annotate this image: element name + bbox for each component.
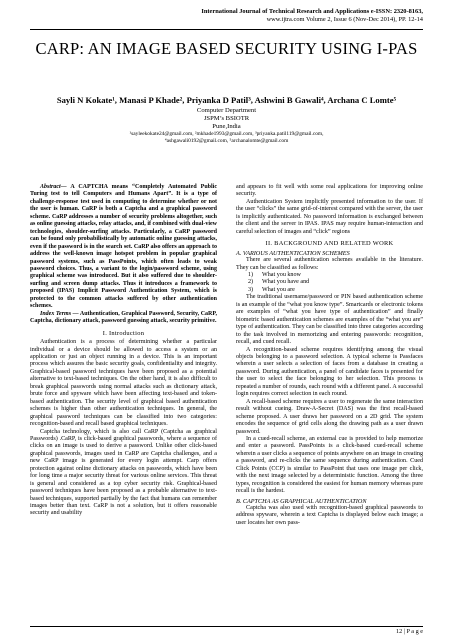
header-rule: [30, 29, 423, 30]
paragraph: Captcha technology, which is also call CaRP (Captcha as graphical Passwords) .CaRP, is click-based graphical passwords, where a sequence of clicks on an image is used to derive a password. Unlike other click-based graphical passwords, images used in CaRP are Captcha challenges, and a new CaRP image is generated for every login attempt. Carp offers protection against online dictionary attacks on passwords, which have been for long time a major security threat for various online services. This threat is general and considered as a top cyber security risk. Graphical-based password techniques have been proposed as a probable alternative to text-based techniques, supported partially by the fact that humans can remember images better than text. CaRP is not a solution, but it offers reasonable security and usability: [30, 428, 217, 517]
paragraph: In a cued-recall scheme, an external cue is provided to help memorize and enter a password. PassPoints is a click-based cued-recall scheme wherein a user clicks a sequence of points anywhere on an image in creating a password, and re-clicks the same sequence during authentication. Cued Click Points (CCP) is similar to PassPoint that uses one image per click, with the next image selected by a deterministic function. Among the three types, recognition is considered the easiest for human memory whereas pure recall is the hardest.: [236, 435, 423, 495]
journal-header: [93, 8, 423, 24]
paragraph: A recognition-based scheme requires identifying among the visual objects belonging to a password selection. A typical scheme is Passfaces wherein a user selects a selection of faces from a database in creating a password. During authentication, a panel of candidate faces is presented for the user to select the face belonging to her selection. This process is repeated a number of rounds, each round with a different panel. A successful login requires correct selection in each round.: [236, 346, 423, 398]
scheme-list: [236, 272, 423, 294]
list-item: 3) What you are: [248, 286, 295, 293]
footer-rule: [30, 626, 423, 627]
page-number: 12 | P a g e: [396, 628, 423, 635]
section-heading-background: II. BACKGROUND AND RELATED WORK: [265, 240, 394, 248]
paragraph: A recall-based scheme requires a user to regenerate the same interaction result without cueing. Draw-A-Secret (DAS) was the first recall-based scheme proposed. A user draws her password on a 2D grid. The system encodes the sequence of grid cells along the drawing path as a user drawn password.: [236, 398, 423, 435]
affiliation-institute: JSPM’s BSIOTR: [203, 115, 250, 122]
paragraph: There are several authentication schemes available in the literature. They can be classified as follows:: [236, 257, 423, 271]
abstract-text: A CAPTCHA means “Completely Automated Public Turing test to tell Computers and Humans Apart”. It is a type of challenge-response test used in computing to determine whether or not the user is human. CaRP is both a Captcha and a graphical password scheme. CaRP addresses a number of security problems altogether, such as online guessing attacks, relay attacks, and, if combined with dual-view technologies, shoulder-surfing attacks. Particularly, a CaRP password can be found only probabilistically by automatic online guessing attacks, even if the password is in the search set. CaRP also offers an approach to address the well-known image hotspot problem in popular graphical password systems, such as PassPoints, which often leads to weak password choices. Thus, a variant to the login/password scheme, using graphical scheme was introduced. But it also suffered due to shoulder-surfing and screen dump attacks. Thus it introduces a framework to proposed (IPAS) Implicit Password Authentication System, which is protected to the common attacks suffered by other authentication schemes.: [30, 184, 217, 310]
author-emails-line1: ¹saylеekokate24@gmail.com, ²mkhade1993@gmail.com, ³priyanka.patil119@gmail.com,: [129, 131, 324, 137]
affiliation-dept: Computer Department: [196, 107, 257, 114]
abstract-label: Abstract—: [40, 184, 67, 190]
paragraph: and appears to fit well with some real applications for improving online security.: [236, 184, 423, 198]
author-emails-line2: ⁴ashgawali0192@gmail.com, ⁵archanalomte@gmail.com: [164, 138, 289, 144]
index-terms: [30, 311, 217, 326]
paragraph: Authentication is a process of determining whether a particular individual or a device should be allowed to access a system or an application or just an object running in a device. This is an important process which assures the basic security goals, confidentiality and integrity. Graphical-based password techniques have been proposed as a potential alternative to text-based techniques. On the other hand, it is also difficult to break graphical passwords using normal attacks such as dictionary attack, brute force and spyware which have been affecting text-based and token-based authentication. The security level of graphical based authentication schemes is higher than other authentication techniques. In general, the graphical password techniques can be classified into two categories: recognition-based and recall based graphical techniques.: [30, 339, 217, 428]
paragraph: The traditional username/password or PIN based authentication scheme is an example of the “what you know type”. Smartcards or electronic tokens are examples of “what you have type of authentication” and finally biometric based authentication schemes are examples of the “what you are” type of authentication. They can be classified into three categories according to the task involved in memorizing and entering passwords: recognition, recall, and cued recall.: [236, 294, 423, 346]
journal-volume: www.ijtra.com Volume 2, Issue 6 (Nov-Dec 2014), PP. 12-14: [266, 16, 423, 23]
subsection-heading-a: A. VARIOUS AUTHENTICATION SCHEMES: [236, 249, 350, 257]
section-heading-introduction: I. Introduction: [102, 329, 145, 337]
subsection-heading-b: B. CAPTCHA AS GRAPHICAL AUTHENTICATION: [236, 497, 367, 505]
index-terms-text: Authentication, Graphical Password, Security, CaRP, Captcha, dictionary attack, password guessing attack, security primitive.: [30, 310, 217, 325]
paper-title: CARP: AN IMAGE BASED SECURITY USING I-PAS: [35, 39, 418, 58]
index-terms-label: Index Terms —: [40, 310, 79, 317]
paragraph: Authentication System implicitly presented information to the user. If the user “clicks” the same grid-of-interest compared with the server, the user is implicitly authenticated. No password information is exchanged between the client and the server in IPAS. IPAS may require human-interaction and careful selection of images and “click” regions: [236, 198, 423, 235]
journal-name: International Journal of Technical Research and Applications e-ISSN: 2320-8163,: [201, 8, 423, 15]
abstract: [30, 184, 217, 311]
right-column: [236, 184, 423, 527]
list-item: 2) What you have and: [248, 279, 310, 286]
left-column: [30, 184, 217, 518]
paragraph: Captcha was also used with recognition-based graphical passwords to address spyware, wherein a text Captcha is displayed below each image; a user locates her own pass-: [236, 505, 423, 526]
author-list: Sayli N Kokate¹, Manasi P Khade², Priyanka D Patil³, Ashwini B Gawali⁴, Archana C Lomte⁵: [56, 95, 397, 105]
affiliation-city: Pune,India: [212, 123, 241, 130]
list-item: 1) What you know: [248, 271, 301, 278]
